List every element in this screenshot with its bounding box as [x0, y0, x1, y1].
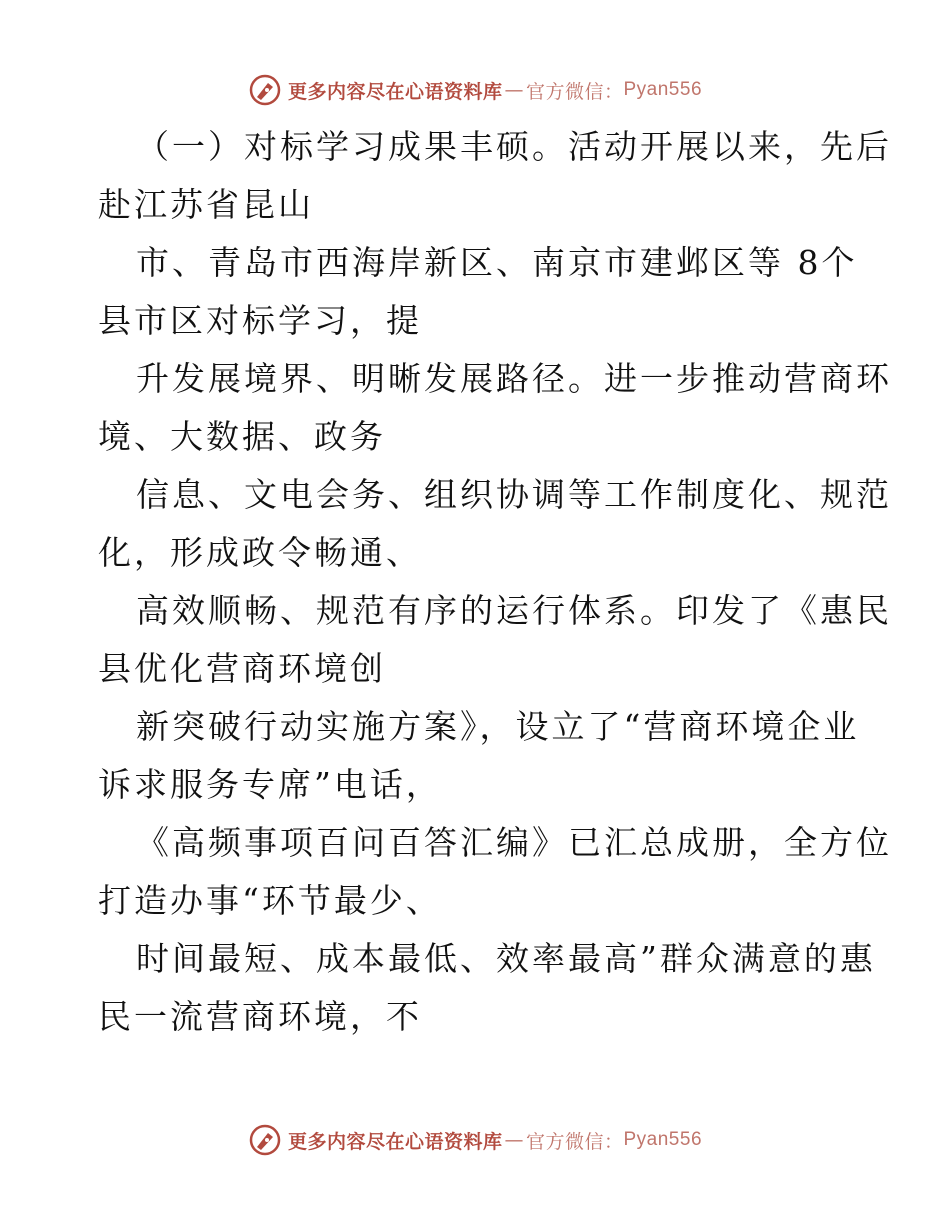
pen-nib-circle-icon	[248, 73, 282, 107]
header-watermark	[0, 70, 950, 110]
text-line: 市、青岛市西海岸新区、南京市建邺区等 8个	[136, 243, 858, 282]
header-brand: 更多内容尽在心语资料库	[287, 80, 503, 103]
footer-separator: —	[504, 1129, 524, 1151]
footer-watermark	[0, 1120, 950, 1160]
text-line: 《高频事项百问百答汇编》已汇总成册，全方位	[136, 823, 892, 862]
text-line: 新突破行动实施方案》，设立了“营商环境企业	[136, 707, 860, 746]
text-line: 诉求服务专席”电话，	[98, 765, 442, 804]
footer-account: Pyan556	[623, 1129, 703, 1150]
text-line: 升发展境界、明晰发展路径。进一步推动营商环	[136, 359, 892, 398]
text-line: 时间最短、成本最低、效率最高”群众满意的惠	[136, 939, 876, 978]
header-separator: —	[504, 79, 524, 101]
footer-wechat-label: 官方微信：	[525, 1130, 624, 1153]
header-wechat-label: 官方微信：	[525, 80, 624, 103]
text-line: 民一流营商环境，不	[98, 997, 422, 1036]
text-line: 县优化营商环境创	[98, 649, 386, 688]
header-account: Pyan556	[623, 79, 703, 100]
text-line: 县市区对标学习，提	[98, 301, 422, 340]
text-line: 打造办事“环节最少、	[98, 881, 442, 920]
text-line: 境、大数据、政务	[98, 417, 386, 456]
text-line: 高效顺畅、规范有序的运行体系。印发了《惠民	[136, 591, 892, 630]
text-line: 赴江苏省昆山	[98, 185, 314, 224]
body-paragraph	[98, 118, 892, 1046]
text-line: （一）对标学习成果丰硕。活动开展以来，先后	[136, 127, 892, 166]
footer-brand: 更多内容尽在心语资料库	[287, 1130, 503, 1153]
text-line: 信息、文电会务、组织协调等工作制度化、规范	[136, 475, 892, 514]
text-line: 化，形成政令畅通、	[98, 533, 422, 572]
pen-nib-circle-icon	[248, 1123, 282, 1157]
